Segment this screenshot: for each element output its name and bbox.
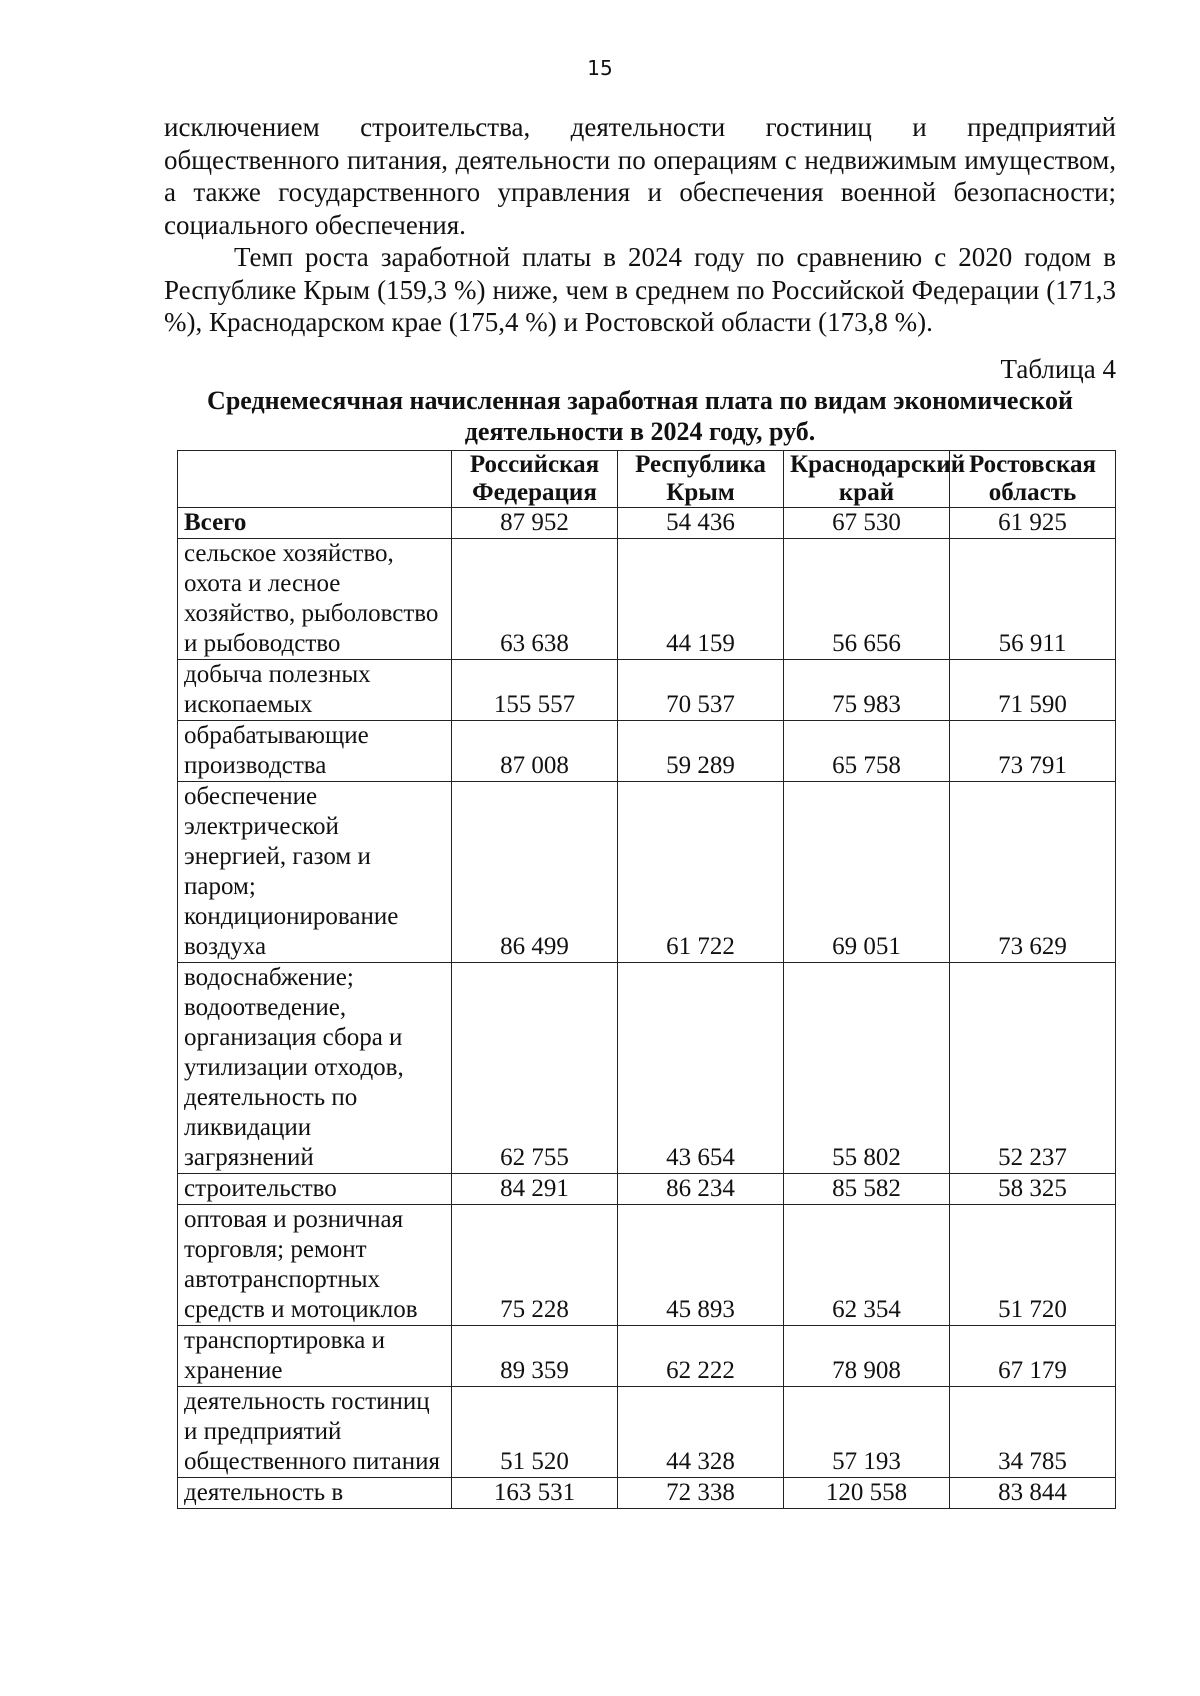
row-label: сельское хозяйство, охота и лесное хозяйство, рыболовство и рыбоводство [178,539,452,660]
cell-rostov: 34 785 [950,1387,1116,1478]
cell-crimea: 43 654 [618,963,784,1174]
cell-rostov: 73 791 [950,721,1116,782]
cell-crimea: 72 338 [618,1478,784,1509]
cell-krasnodar: 69 051 [784,782,950,963]
body-text [164,111,1116,339]
row-label: добыча полезных ископаемых [178,660,452,721]
table-row [178,1174,1116,1205]
cell-krasnodar: 120 558 [784,1478,950,1509]
table-title: Среднемесячная начисленная заработная плата по видам экономической деятельности в 2024 году, руб. [207,386,1073,446]
cell-krasnodar: 65 758 [784,721,950,782]
cell-crimea: 44 159 [618,539,784,660]
cell-krasnodar: 62 354 [784,1205,950,1326]
row-label: строительство [178,1174,452,1205]
cell-crimea: 59 289 [618,721,784,782]
cell-krasnodar: 57 193 [784,1387,950,1478]
cell-rostov: 52 237 [950,963,1116,1174]
cell-russia: 51 520 [452,1387,618,1478]
cell-krasnodar: 75 983 [784,660,950,721]
cell-rostov: 73 629 [950,782,1116,963]
cell-crimea: 70 537 [618,660,784,721]
cell-crimea: 54 436 [618,508,784,539]
cell-russia: 163 531 [452,1478,618,1509]
header-russia: Российская Федерация [452,451,618,508]
cell-russia: 155 557 [452,660,618,721]
table-header-row [178,451,1116,508]
table-row [178,1205,1116,1326]
cell-rostov: 61 925 [950,508,1116,539]
cell-rostov: 71 590 [950,660,1116,721]
row-label: Всего [178,508,452,539]
cell-russia: 62 755 [452,963,618,1174]
table-row [178,721,1116,782]
cell-russia: 84 291 [452,1174,618,1205]
paragraph-growth-rate: Темп роста заработной платы в 2024 году по сравнению с 2020 годом в Республике Крым (159,3 %) ниже, чем в среднем по Российской Федерации (171,3 %), Краснодарском крае (175,4 %) и Ростовской области (173,8 %). [164,242,1116,337]
row-label: транспортировка и хранение [178,1326,452,1387]
cell-krasnodar: 55 802 [784,963,950,1174]
header-crimea: Республика Крым [618,451,784,508]
cell-russia: 89 359 [452,1326,618,1387]
table-row [178,1326,1116,1387]
row-label: деятельность гостиниц и предприятий общественного питания [178,1387,452,1478]
cell-rostov: 56 911 [950,539,1116,660]
cell-russia: 86 499 [452,782,618,963]
page-number: 15 [587,56,613,80]
header-activity [178,451,452,508]
cell-rostov: 67 179 [950,1326,1116,1387]
cell-crimea: 61 722 [618,782,784,963]
cell-crimea: 44 328 [618,1387,784,1478]
row-label: оптовая и розничная торговля; ремонт автотранспортных средств и мотоциклов [178,1205,452,1326]
table-row [178,963,1116,1174]
cell-crimea: 62 222 [618,1326,784,1387]
row-label: водоснабжение; водоотведение, организация сбора и утилизации отходов, деятельность по ликвидации загрязнений [178,963,452,1174]
cell-krasnodar: 56 656 [784,539,950,660]
header-krasnodar: Краснодарский край [784,451,950,508]
table-label: Таблица 4 [1000,354,1116,384]
row-label: обеспечение электрической энергией, газом и паром; кондиционирование воздуха [178,782,452,963]
cell-russia: 87 008 [452,721,618,782]
cell-russia: 87 952 [452,508,618,539]
cell-krasnodar: 78 908 [784,1326,950,1387]
table-row [178,539,1116,660]
table-row [178,1478,1116,1509]
cell-rostov: 51 720 [950,1205,1116,1326]
cell-russia: 63 638 [452,539,618,660]
row-label: обрабатывающие производства [178,721,452,782]
cell-krasnodar: 67 530 [784,508,950,539]
cell-krasnodar: 85 582 [784,1174,950,1205]
table-row [178,782,1116,963]
paragraph-continuation: исключением строительства, деятельности гостиниц и предприятий общественного питания, деятельности по операциям с недвижимым имуществом, а также государственного управления и обеспечения военной безопасности; социального обеспечения. [164,112,1116,240]
salary-table [177,450,1116,1509]
row-label: деятельность в [178,1478,452,1509]
cell-crimea: 45 893 [618,1205,784,1326]
cell-russia: 75 228 [452,1205,618,1326]
header-rostov: Ростовская область [950,451,1116,508]
table-row [178,1387,1116,1478]
cell-rostov: 58 325 [950,1174,1116,1205]
table-row [178,508,1116,539]
cell-rostov: 83 844 [950,1478,1116,1509]
cell-crimea: 86 234 [618,1174,784,1205]
table-row [178,660,1116,721]
